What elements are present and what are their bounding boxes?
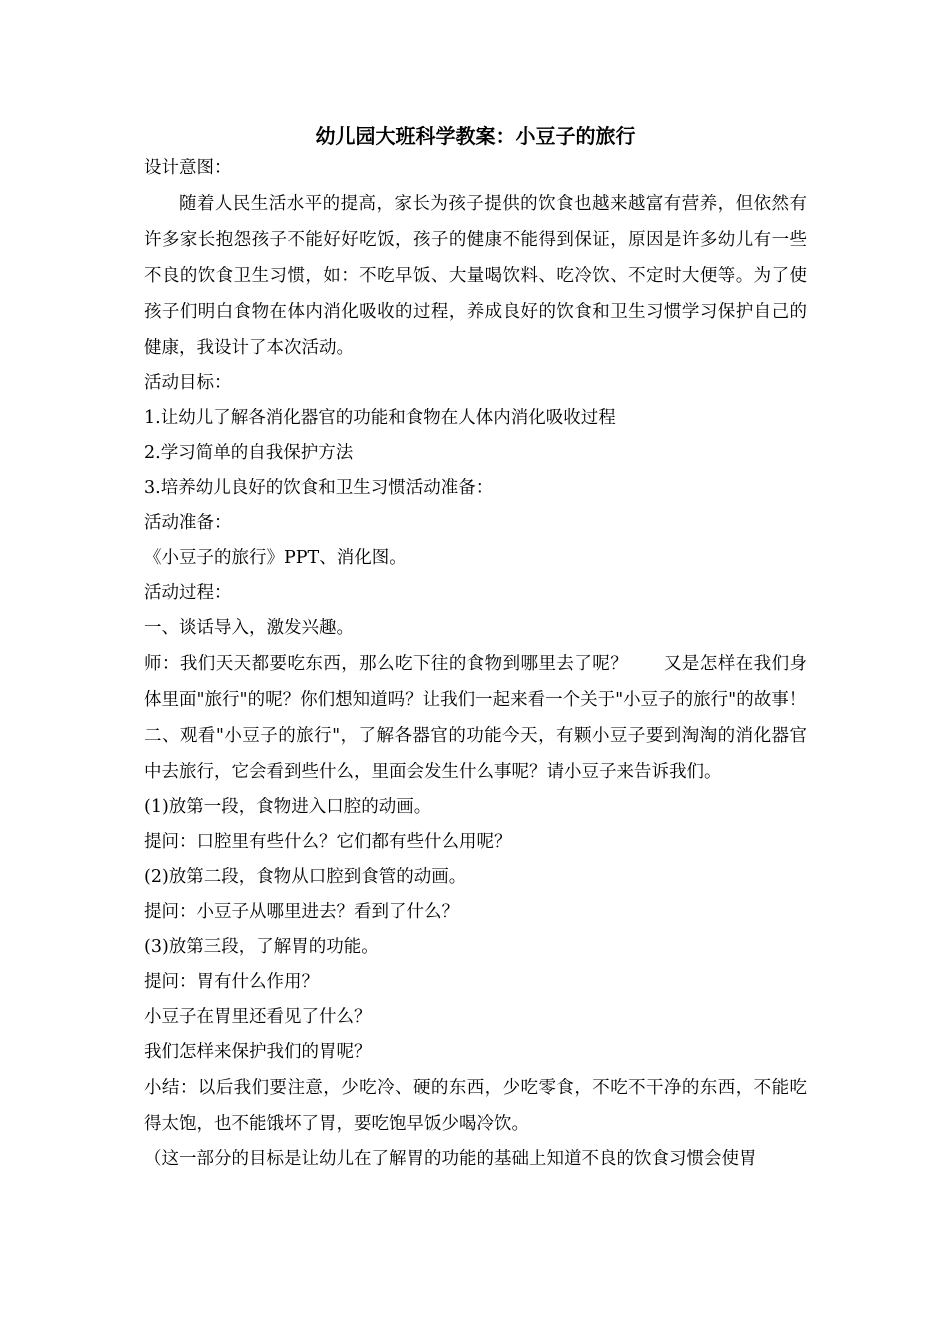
goal-item-1: 1.让幼儿了解各消化器官的功能和食物在人体内消化吸收过程 <box>144 408 616 428</box>
section-heading-preparation: 活动准备： <box>144 513 232 533</box>
paragraph-watch-story: 二、观看"小豆子的旅行"，了解各器官的功能今天，有颗小豆子要到淘淘的消化器官中去旅行，它会看到些什么，里面会发生什么事呢？请小豆子来告诉我们。 <box>144 726 807 782</box>
question-3b: 小豆子在胃里还看见了什么？ <box>144 1007 372 1027</box>
question-2: 提问：小豆子从哪里进去？看到了什么？ <box>144 902 459 922</box>
segment-1: (1)放第一段，食物进入口腔的动画。 <box>144 797 432 817</box>
paragraph-design-intent: 随着人民生活水平的提高，家长为孩子提供的饮食也越来越富有营养，但依然有许多家长抱怨孩子不能好好吃饭，孩子的健康不能得到保证，原因是许多幼儿有一些不良的饮食卫生习惯，如：不吃早饭、大量喝饮料、吃冷饮、不定时大便等。为了使孩子们明白食物在体内消化吸收的过程，养成良好的饮食和卫生习惯学习保护自己的健康，我设计了本次活动。 <box>144 194 807 358</box>
segment-2: (2)放第二段，食物从口腔到食管的动画。 <box>144 867 467 887</box>
paragraph-teacher-intro: 师：我们天天都要吃东西，那么吃下往的食物到哪里去了呢？ 又是怎样在我们身体里面"旅行"的呢？你们想知道吗？让我们一起来看一个关于"小豆子的旅行"的故事！ <box>144 654 807 710</box>
question-3: 提问：胃有什么作用？ <box>144 972 319 992</box>
section-heading-process: 活动过程： <box>144 583 232 603</box>
section-heading-design-intent: 设计意图： <box>144 158 232 178</box>
goal-item-3: 3.培养幼儿良好的饮食和卫生习惯活动准备： <box>144 478 494 498</box>
document-title: 幼儿园大班科学教案：小豆子的旅行 <box>315 124 636 148</box>
goal-item-2: 2.学习简单的自我保护方法 <box>144 443 354 463</box>
process-step-1-heading: 一、谈话导入，激发兴趣。 <box>144 618 354 638</box>
paragraph-summary: 小结：以后我们要注意，少吃冷、硬的东西，少吃零食，不吃不干净的东西，不能吃得太饱，也不能饿坏了胃，要吃饱早饭少喝冷饮。 <box>144 1078 807 1134</box>
note-line: （这一部分的目标是让幼儿在了解胃的功能的基础上知道不良的饮食习惯会使胃 <box>144 1149 757 1169</box>
question-1: 提问：口腔里有些什么？它们都有些什么用呢？ <box>144 832 512 852</box>
document-body <box>144 151 807 1177</box>
preparation-text: 《小豆子的旅行》PPT、消化图。 <box>144 548 407 568</box>
question-3c: 我们怎样来保护我们的胃呢？ <box>144 1042 372 1062</box>
section-heading-goals: 活动目标： <box>144 373 232 393</box>
segment-3: (3)放第三段，了解胃的功能。 <box>144 937 379 957</box>
